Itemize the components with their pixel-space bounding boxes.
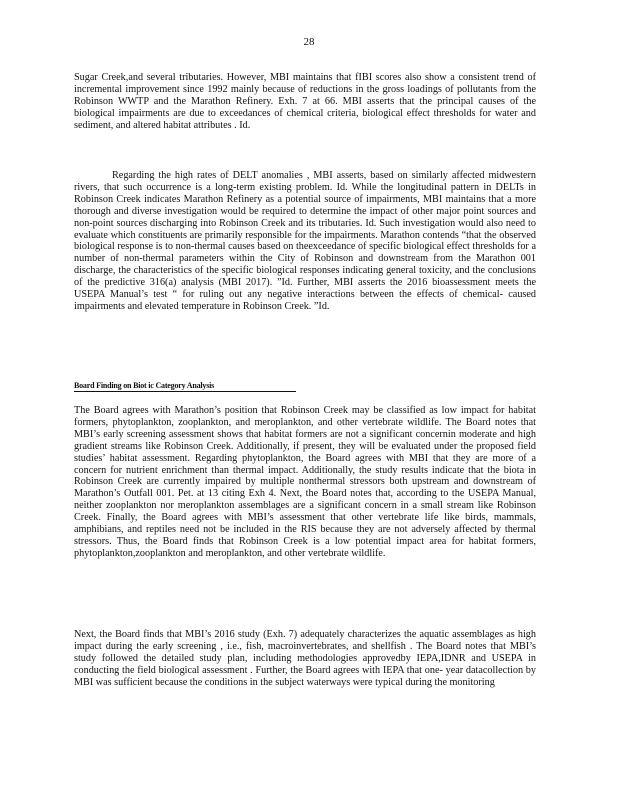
section-heading: Board Finding on Biot ic Category Analysis: [74, 381, 296, 392]
paragraph-delt-anomalies: Regarding the high rates of DELT anomalies , MBI asserts, based on similarly affected midwestern rivers, that such occurrence is a long-term existing problem. Id. While the longitudinal pattern in DELTs in Robinson Creek indicates Marathon Refinery as a potential source of impairments, MBI maintains that a more thorough and diverse investigation would be required to determine the impact of other major point sources and non-point sources discharging into Robinson Creek and its tributaries. Id. Such investigation would also need to evaluate which constituents are primarily responsible for the impairments. Marathon contends “that the observed biological response is to non-thermal causes based on theexceedance of specific biological effect thresholds for a number of non-thermal parameters within the City of Robinson and downstream from the Marathon 001 discharge, the characteristics of the specific biological responses indicating general toxicity, and the conclusions of the predictive 316(a) analysis (MBI 2017). ”Id. Further, MBI asserts the 2016 bioassessment meets the USEPA Manual’s test “ for ruling out any negative interactions between the effects of chemical- caused impairments and elevated temperature in Robinson Creek. ”Id.: [74, 170, 536, 312]
paragraph-board-finds: Next, the Board finds that MBI’s 2016 study (Exh. 7) adequately characterizes the aquatic assemblages as high impact during the early screening , i.e., fish, macroinvertebrates, and shellfish . The Board notes that MBI’s study followed the detailed study plan, including methodologies approvedby IEPA,IDNR and USEPA in conducting the field biological assessment . Further, the Board agrees with IEPA that one- year datacollection by MBI was sufficient because the conditions in the subject waterways were typical during the monitoring: [74, 629, 536, 688]
paragraph-mbi-trend: Sugar Creek,and several tributaries. However, MBI maintains that fIBI scores also show a consistent trend of incremental improvement since 1992 mainly because of reductions in the gross loadings of pollutants from the Robinson WWTP and the Marathon Refinery. Exh. 7 at 66. MBI asserts that the principal causes of the biological impairments are due to exceedances of chemical criteria, biological effect thresholds for water and sediment, and altered habitat attributes . Id.: [74, 72, 536, 131]
paragraph-board-agrees: The Board agrees with Marathon’s position that Robinson Creek may be classified as low impact for habitat formers, phytoplankton, zooplankton, and meroplankton, and other vertebrate wildlife. The Board notes that MBI’s early screening assessment shows that habitat formers are not a significant concernin moderate and high gradient streams like Robinson Creek. Additionally, if present, they will be evaluated under the proposed field studies’ habitat assessment. Regarding phytoplankton, the Board agrees with MBI that they are more of a concern for nutrient enrichment than thermal impact. Additionally, the study results indicate that the biota in Robinson Creek are currently impaired by multiple nonthermal stressors both upstream and downstream of Marathon’s Outfall 001. Pet. at 13 citing Exh 4. Next, the Board notes that, according to the USEPA Manual, neither zooplankton nor meroplankton assemblages are a significant concern in a small stream like Robinson Creek. Finally, the Board agrees with MBI’s assessment that other vertebrate life like birds, mammals, amphibians, and reptiles need not be included in the RIS because they are not adversely affected by thermal stressors. Thus, the Board finds that Robinson Creek is a low potential impact area for habitat formers, phytoplankton,zooplankton and meroplankton, and other vertebrate wildlife.: [74, 405, 536, 559]
page-number: 28: [303, 36, 315, 48]
